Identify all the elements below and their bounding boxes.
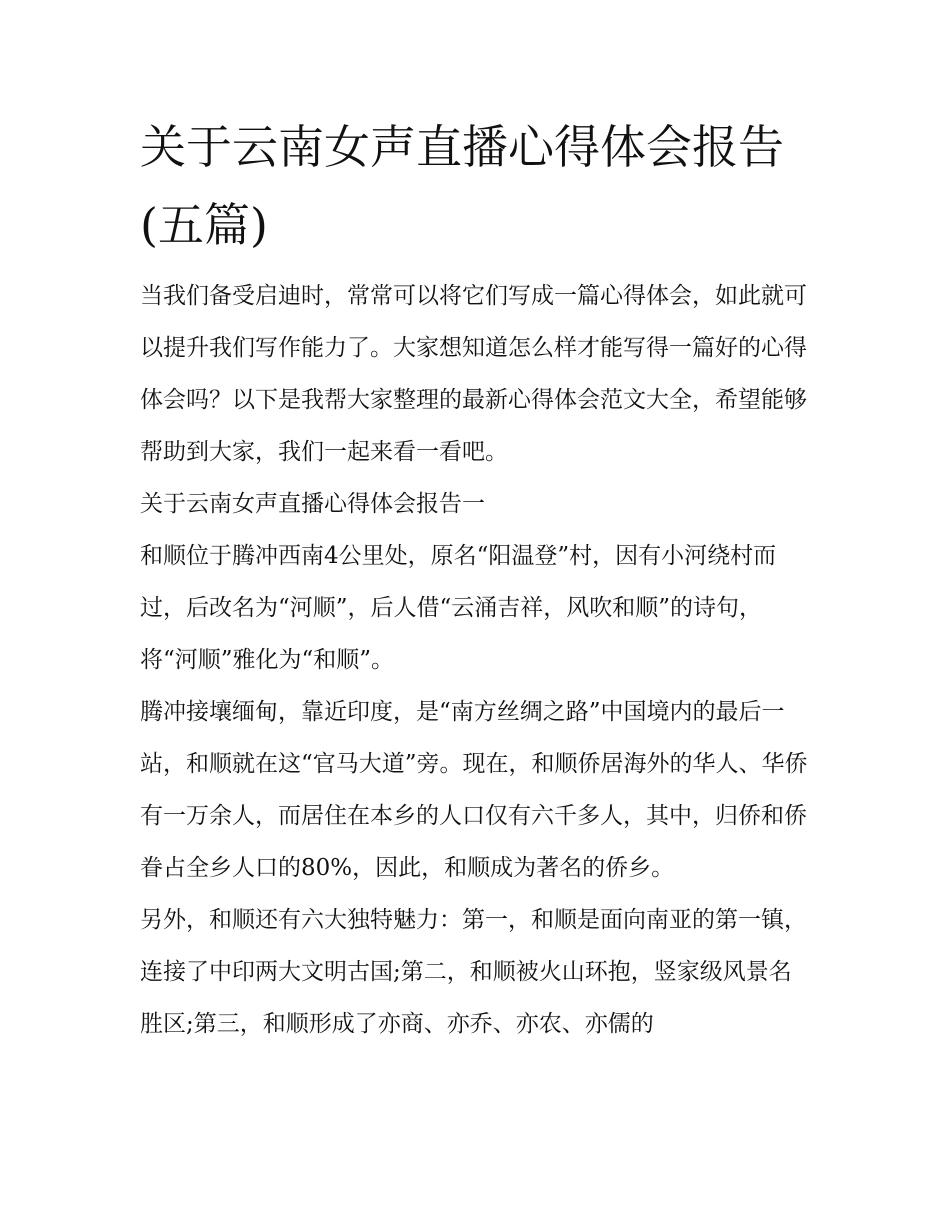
body-paragraph: 另外，和顺还有六大独特魅力：第一，和顺是面向南亚的第一镇，连接了中印两大文明古国;第二，和顺被火山环抱，竖家级风景名胜区;第三，和顺形成了亦商、亦乔、亦农、亦儒的 <box>140 907 807 1037</box>
document-title: 关于云南女声直播心得体会报告(五篇) <box>140 120 784 252</box>
intro-paragraph: 当我们备受启迪时，常常可以将它们写成一篇心得体会，如此就可以提升我们写作能力了。大家想知道怎么样才能写得一篇好的心得体会吗？以下是我帮大家整理的最新心得体会范文大全，希望能够帮助到大家，我们一起来看一看吧。 <box>140 283 807 465</box>
document-page <box>140 108 812 1050</box>
body-paragraph: 腾冲接壤缅甸，靠近印度，是“南方丝绸之路”中国境内的最后一站，和顺就在这“官马大道”旁。现在，和顺侨居海外的华人、华侨有一万余人，而居住在本乡的人口仅有六千多人，其中，归侨和侨眷占全乡人口的80%，因此，和顺成为著名的侨乡。 <box>140 699 808 881</box>
body-paragraph: 和顺位于腾冲西南4公里处，原名“阳温登”村，因有小河绕村而过，后改名为“河顺”，后人借“云涌吉祥，风吹和顺”的诗句，将“河顺”雅化为“和顺”。 <box>140 543 777 673</box>
section-heading: 关于云南女声直播心得体会报告一 <box>140 491 485 517</box>
